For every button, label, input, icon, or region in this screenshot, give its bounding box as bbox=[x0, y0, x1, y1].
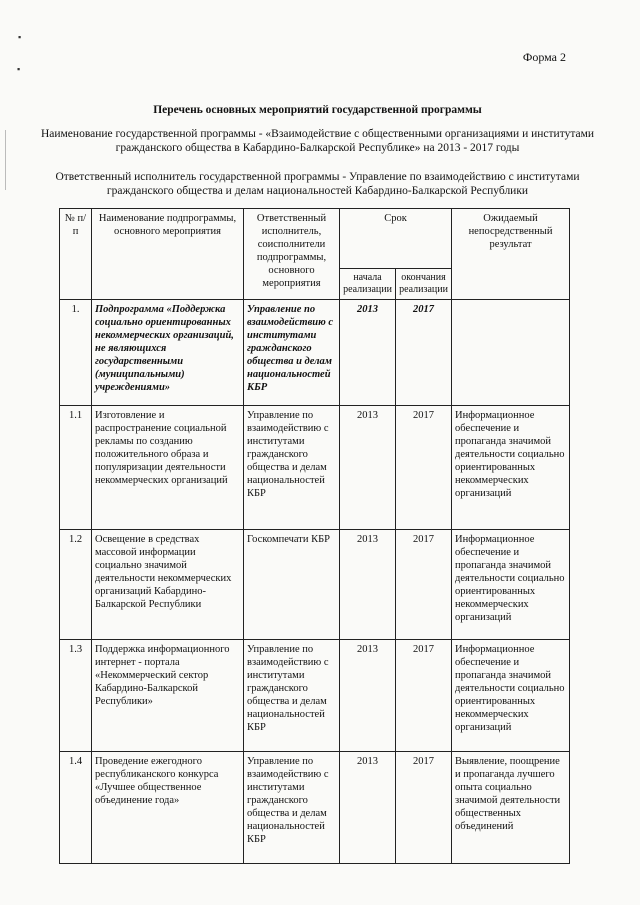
cell-end: 2017 bbox=[396, 300, 452, 406]
cell-end: 2017 bbox=[396, 752, 452, 864]
cell-executor: Управление по взаимодействию с институтами гражданского общества и делам национальностей КБР bbox=[244, 406, 340, 530]
cell-num: 1.4 bbox=[60, 752, 92, 864]
header-term: Срок bbox=[340, 209, 452, 269]
cell-end: 2017 bbox=[396, 530, 452, 640]
cell-executor: Госкомпечати КБР bbox=[244, 530, 340, 640]
cell-num: 1. bbox=[60, 300, 92, 406]
cell-start: 2013 bbox=[340, 406, 396, 530]
cell-num: 1.2 bbox=[60, 530, 92, 640]
header-num: № п/п bbox=[60, 209, 92, 300]
cell-executor: Управление по взаимодействию с институтами гражданского общества и делам национальностей КБР bbox=[244, 752, 340, 864]
scan-speck: ▪ bbox=[18, 32, 22, 42]
cell-executor: Управление по взаимодействию с институтами гражданского общества и делам национальностей КБР bbox=[244, 300, 340, 406]
header-result: Ожидаемый непосредственный результат bbox=[452, 209, 570, 300]
cell-name: Изготовление и распространение социальной рекламы по созданию положительного образа и популяризации деятельности некоммерческих организаций bbox=[92, 406, 244, 530]
table-row bbox=[60, 752, 570, 864]
table-row bbox=[60, 640, 570, 752]
header-end: окончания реализации bbox=[396, 269, 452, 300]
program-name: Наименование государственной программы - «Взаимодействие с общественными организациями и институтами гражданского общества в Кабардино-Балкарской Республике» на 2013 - 2017 годы bbox=[40, 128, 595, 154]
cell-name: Поддержка информационного интернет - портала «Некоммерческий сектор Кабардино-Балкарской Республики» bbox=[92, 640, 244, 752]
table-row bbox=[60, 300, 570, 406]
cell-result: Информационное обеспечение и пропаганда значимой деятельности социально ориентированных некоммерческих организаций bbox=[452, 530, 570, 640]
cell-executor: Управление по взаимодействию с институтами гражданского общества и делам национальностей КБР bbox=[244, 640, 340, 752]
form-label: Форма 2 bbox=[522, 50, 566, 64]
cell-name: Проведение ежегодного республиканского конкурса «Лучшее общественное объединение года» bbox=[92, 752, 244, 864]
cell-result: Выявление, поощрение и пропаганда лучшего опыта социально значимой деятельности общественных объединений bbox=[452, 752, 570, 864]
header-name: Наименование подпрограммы, основного мероприятия bbox=[92, 209, 244, 300]
cell-end: 2017 bbox=[396, 406, 452, 530]
cell-result bbox=[452, 300, 570, 406]
scan-speck: ▪ bbox=[17, 64, 21, 74]
cell-start: 2013 bbox=[340, 300, 396, 406]
document-title: Перечень основных мероприятий государственной программы bbox=[153, 104, 482, 116]
header-executor: Ответственный исполнитель, соисполнители подпрограммы, основного мероприятия bbox=[244, 209, 340, 300]
cell-start: 2013 bbox=[340, 752, 396, 864]
measures-table bbox=[59, 208, 570, 864]
table-row bbox=[60, 406, 570, 530]
responsible-executor: Ответственный исполнитель государственной программы - Управление по взаимодействию с институтами гражданского общества и делам национальностей Кабардино-Балкарской Республики bbox=[55, 171, 580, 197]
table-row bbox=[60, 530, 570, 640]
cell-start: 2013 bbox=[340, 530, 396, 640]
cell-num: 1.3 bbox=[60, 640, 92, 752]
cell-result: Информационное обеспечение и пропаганда значимой деятельности социально ориентированных некоммерческих организаций bbox=[452, 640, 570, 752]
cell-start: 2013 bbox=[340, 640, 396, 752]
cell-end: 2017 bbox=[396, 640, 452, 752]
cell-name: Подпрограмма «Поддержка социально ориентированных некоммерческих организаций, не являющихся государственными (муниципальными) учреждениями» bbox=[92, 300, 244, 406]
cell-num: 1.1 bbox=[60, 406, 92, 530]
cell-result: Информационное обеспечение и пропаганда значимой деятельности социально ориентированных некоммерческих организаций bbox=[452, 406, 570, 530]
header-start: начала реализации bbox=[340, 269, 396, 300]
cell-name: Освещение в средствах массовой информации социально значимой деятельности некоммерческих организаций Кабардино-Балкарской Республики bbox=[92, 530, 244, 640]
scan-margin-line bbox=[5, 130, 6, 190]
